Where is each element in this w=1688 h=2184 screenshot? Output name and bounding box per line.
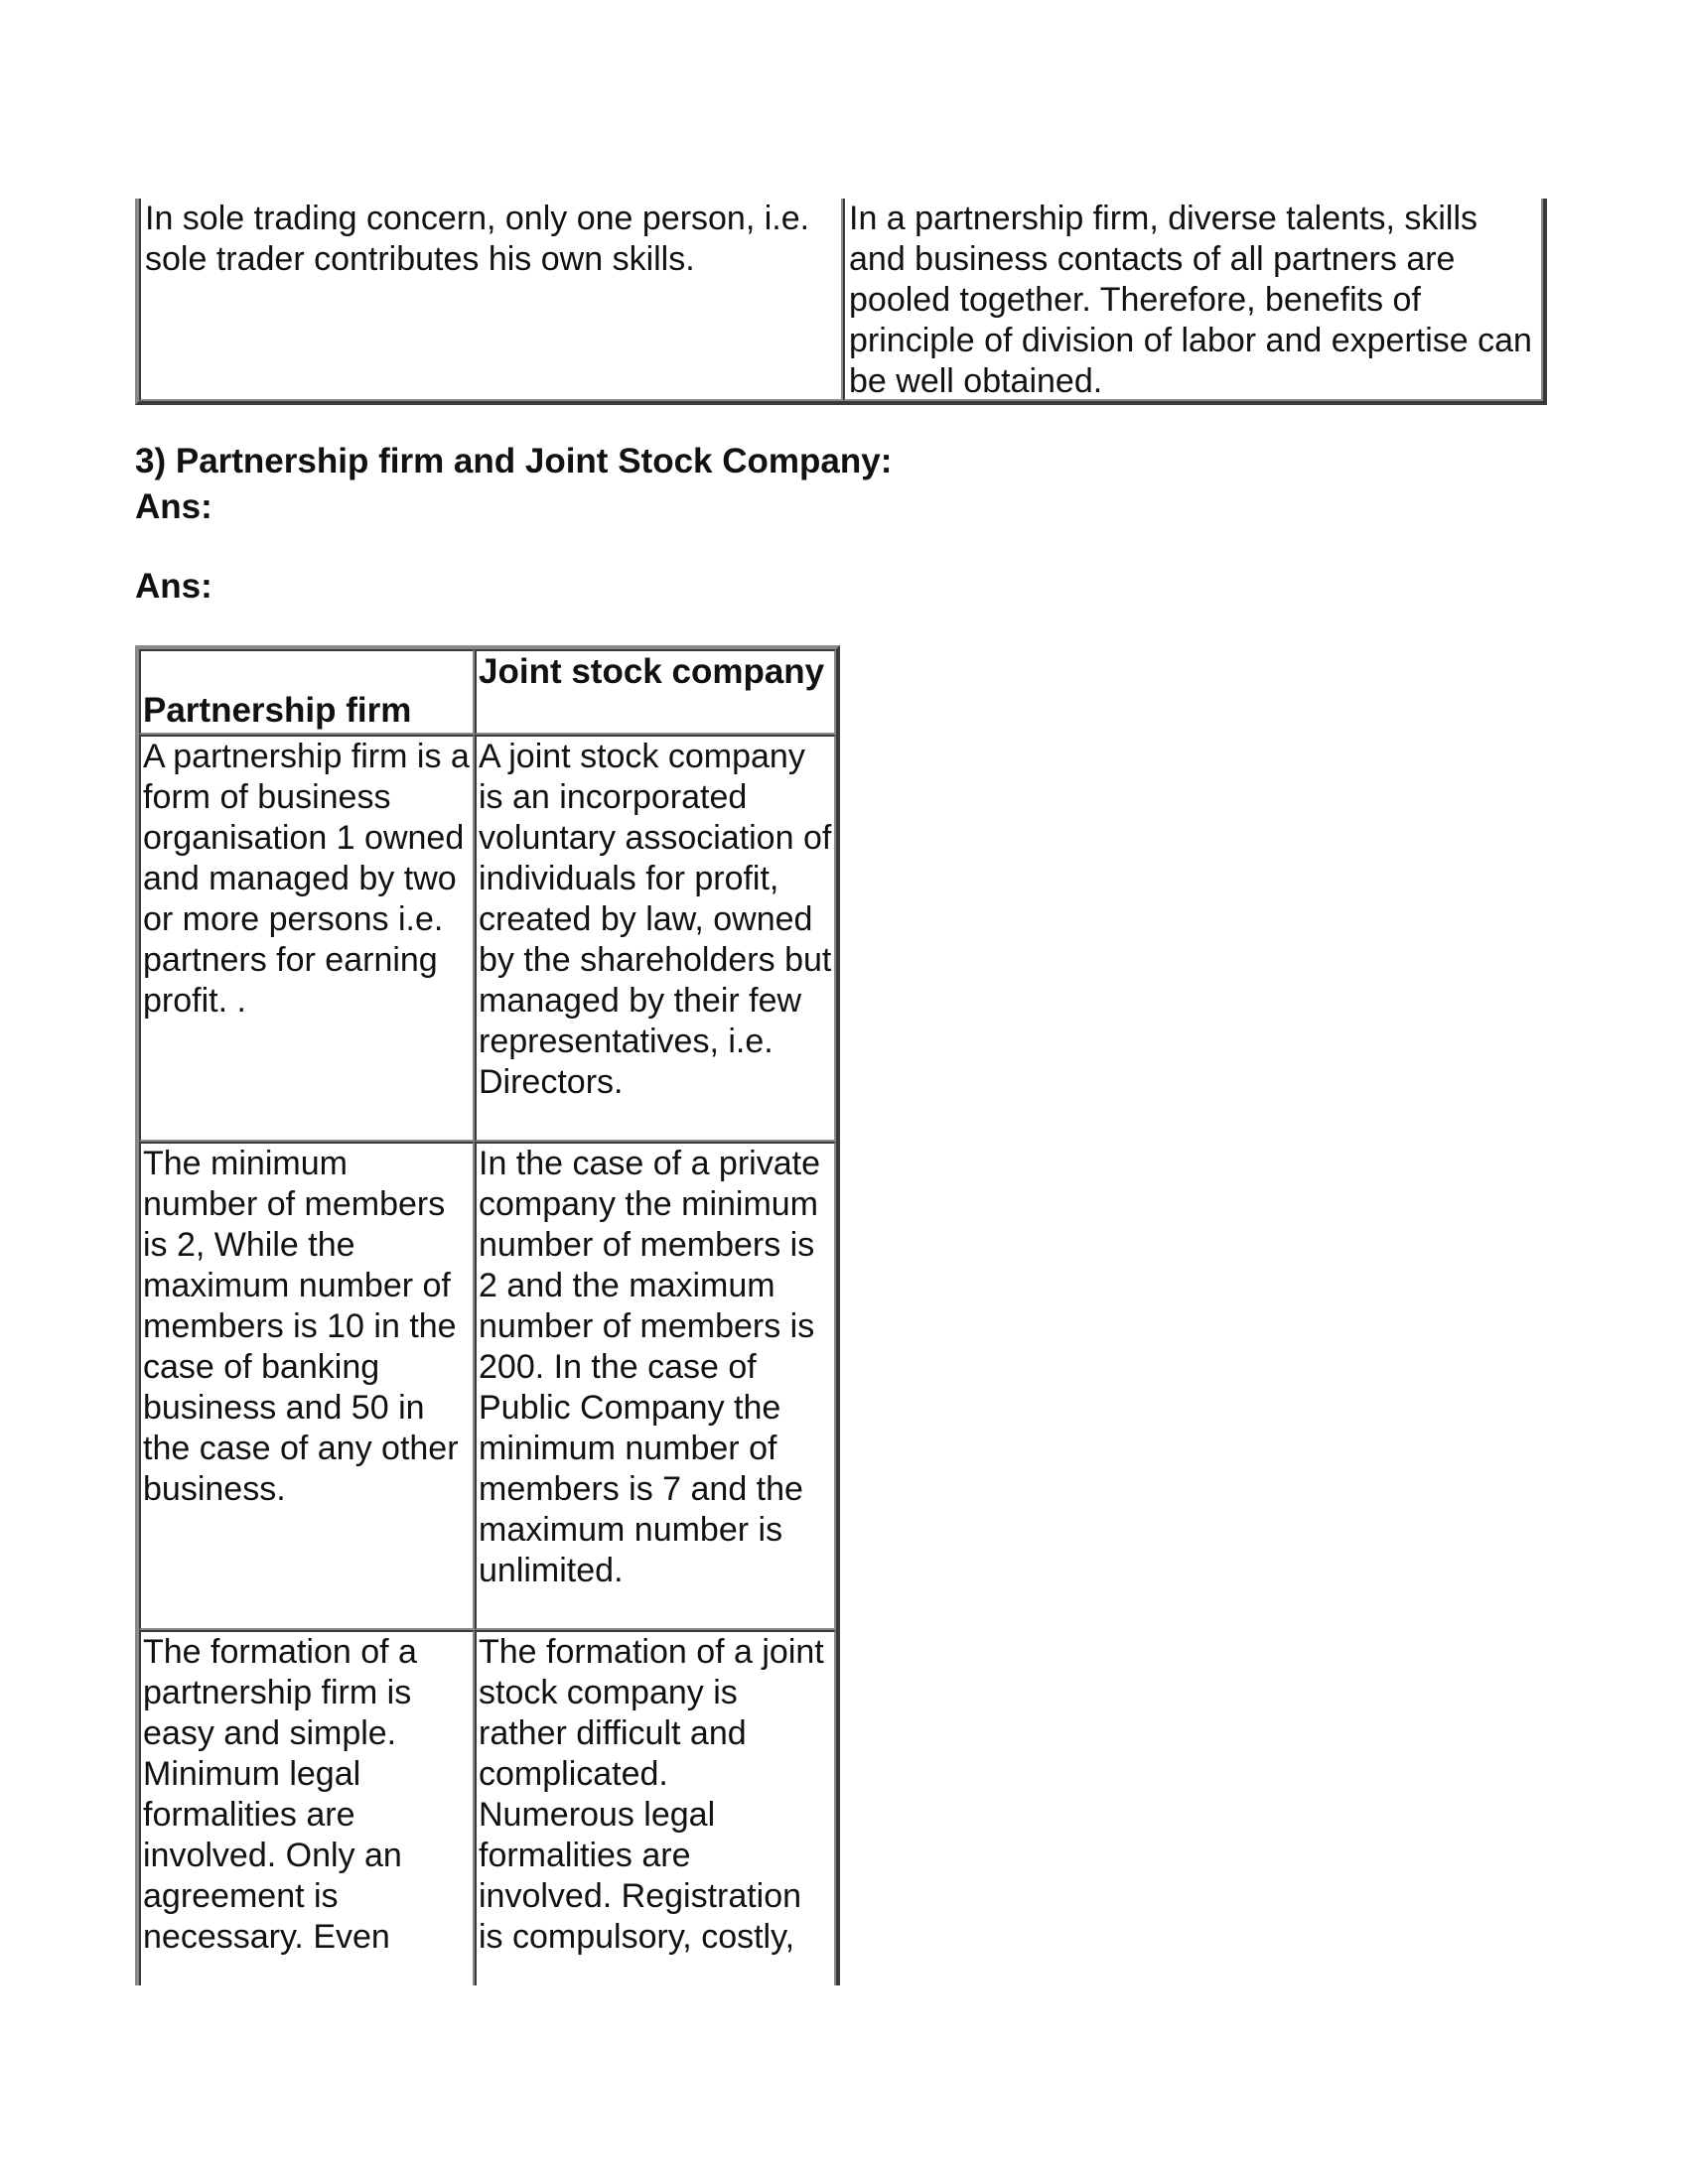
continuation-table — [135, 199, 1547, 405]
header-cell-company — [475, 649, 836, 735]
table-header-row — [139, 649, 836, 735]
partnership-members: The minimum number of members is 2, While the maximum number of members is 10 in the case of banking business and 50 in the case of any other business. — [143, 1145, 459, 1508]
header-company: Joint stock company — [479, 652, 825, 691]
comparison-table — [135, 645, 840, 1985]
sole-trader-text: In sole trading concern, only one person, i.e. sole trader contributes his own skills. — [145, 200, 810, 278]
section-heading: 3) Partnership firm and Joint Stock Company: — [135, 442, 893, 480]
partnership-definition: A partnership firm is a form of business organisation 1 owned and managed by two or more persons i.e. partners for earning profit. . — [143, 738, 470, 1020]
partnership-formation: The formation of a partnership firm is easy and simple. Minimum legal formalities are involved. Only an agreement is necessary. Even — [143, 1633, 417, 1956]
partnership-cell — [139, 1630, 475, 1985]
answer-label-1: Ans: — [135, 487, 212, 526]
header-partnership: Partnership firm — [143, 691, 412, 730]
partnership-text: In a partnership firm, diverse talents, skills and business contacts of all partners are pooled together. Therefore, benefits of principle of division of labor and expertise can be well obtained. — [849, 200, 1532, 400]
answer-label-2: Ans: — [135, 567, 212, 606]
partnership-cell — [139, 735, 475, 1142]
company-cell — [475, 1630, 836, 1985]
header-cell-partnership — [139, 649, 475, 735]
company-members: In the case of a private company the minimum number of members is 2 and the maximum number of members is 200. In the case of Public Company the minimum number of members is 7 and the maximum number is unlimited. — [479, 1145, 820, 1589]
table-row — [139, 1142, 836, 1630]
company-cell — [475, 1142, 836, 1630]
table-row — [139, 735, 836, 1142]
table-row — [139, 1630, 836, 1985]
company-cell — [475, 735, 836, 1142]
partnership-cell — [139, 1142, 475, 1630]
partnership-cell — [843, 199, 1543, 401]
sole-trader-cell — [139, 199, 843, 401]
company-formation: The formation of a joint stock company is rather difficult and complicated. Numerous legal formalities are involved. Registration is compulsory, costly, — [479, 1633, 824, 1956]
company-definition: A joint stock company is an incorporated voluntary association of individuals for profit, created by law, owned by the shareholders but managed by their few representatives, i.e. Directors. — [479, 738, 832, 1101]
